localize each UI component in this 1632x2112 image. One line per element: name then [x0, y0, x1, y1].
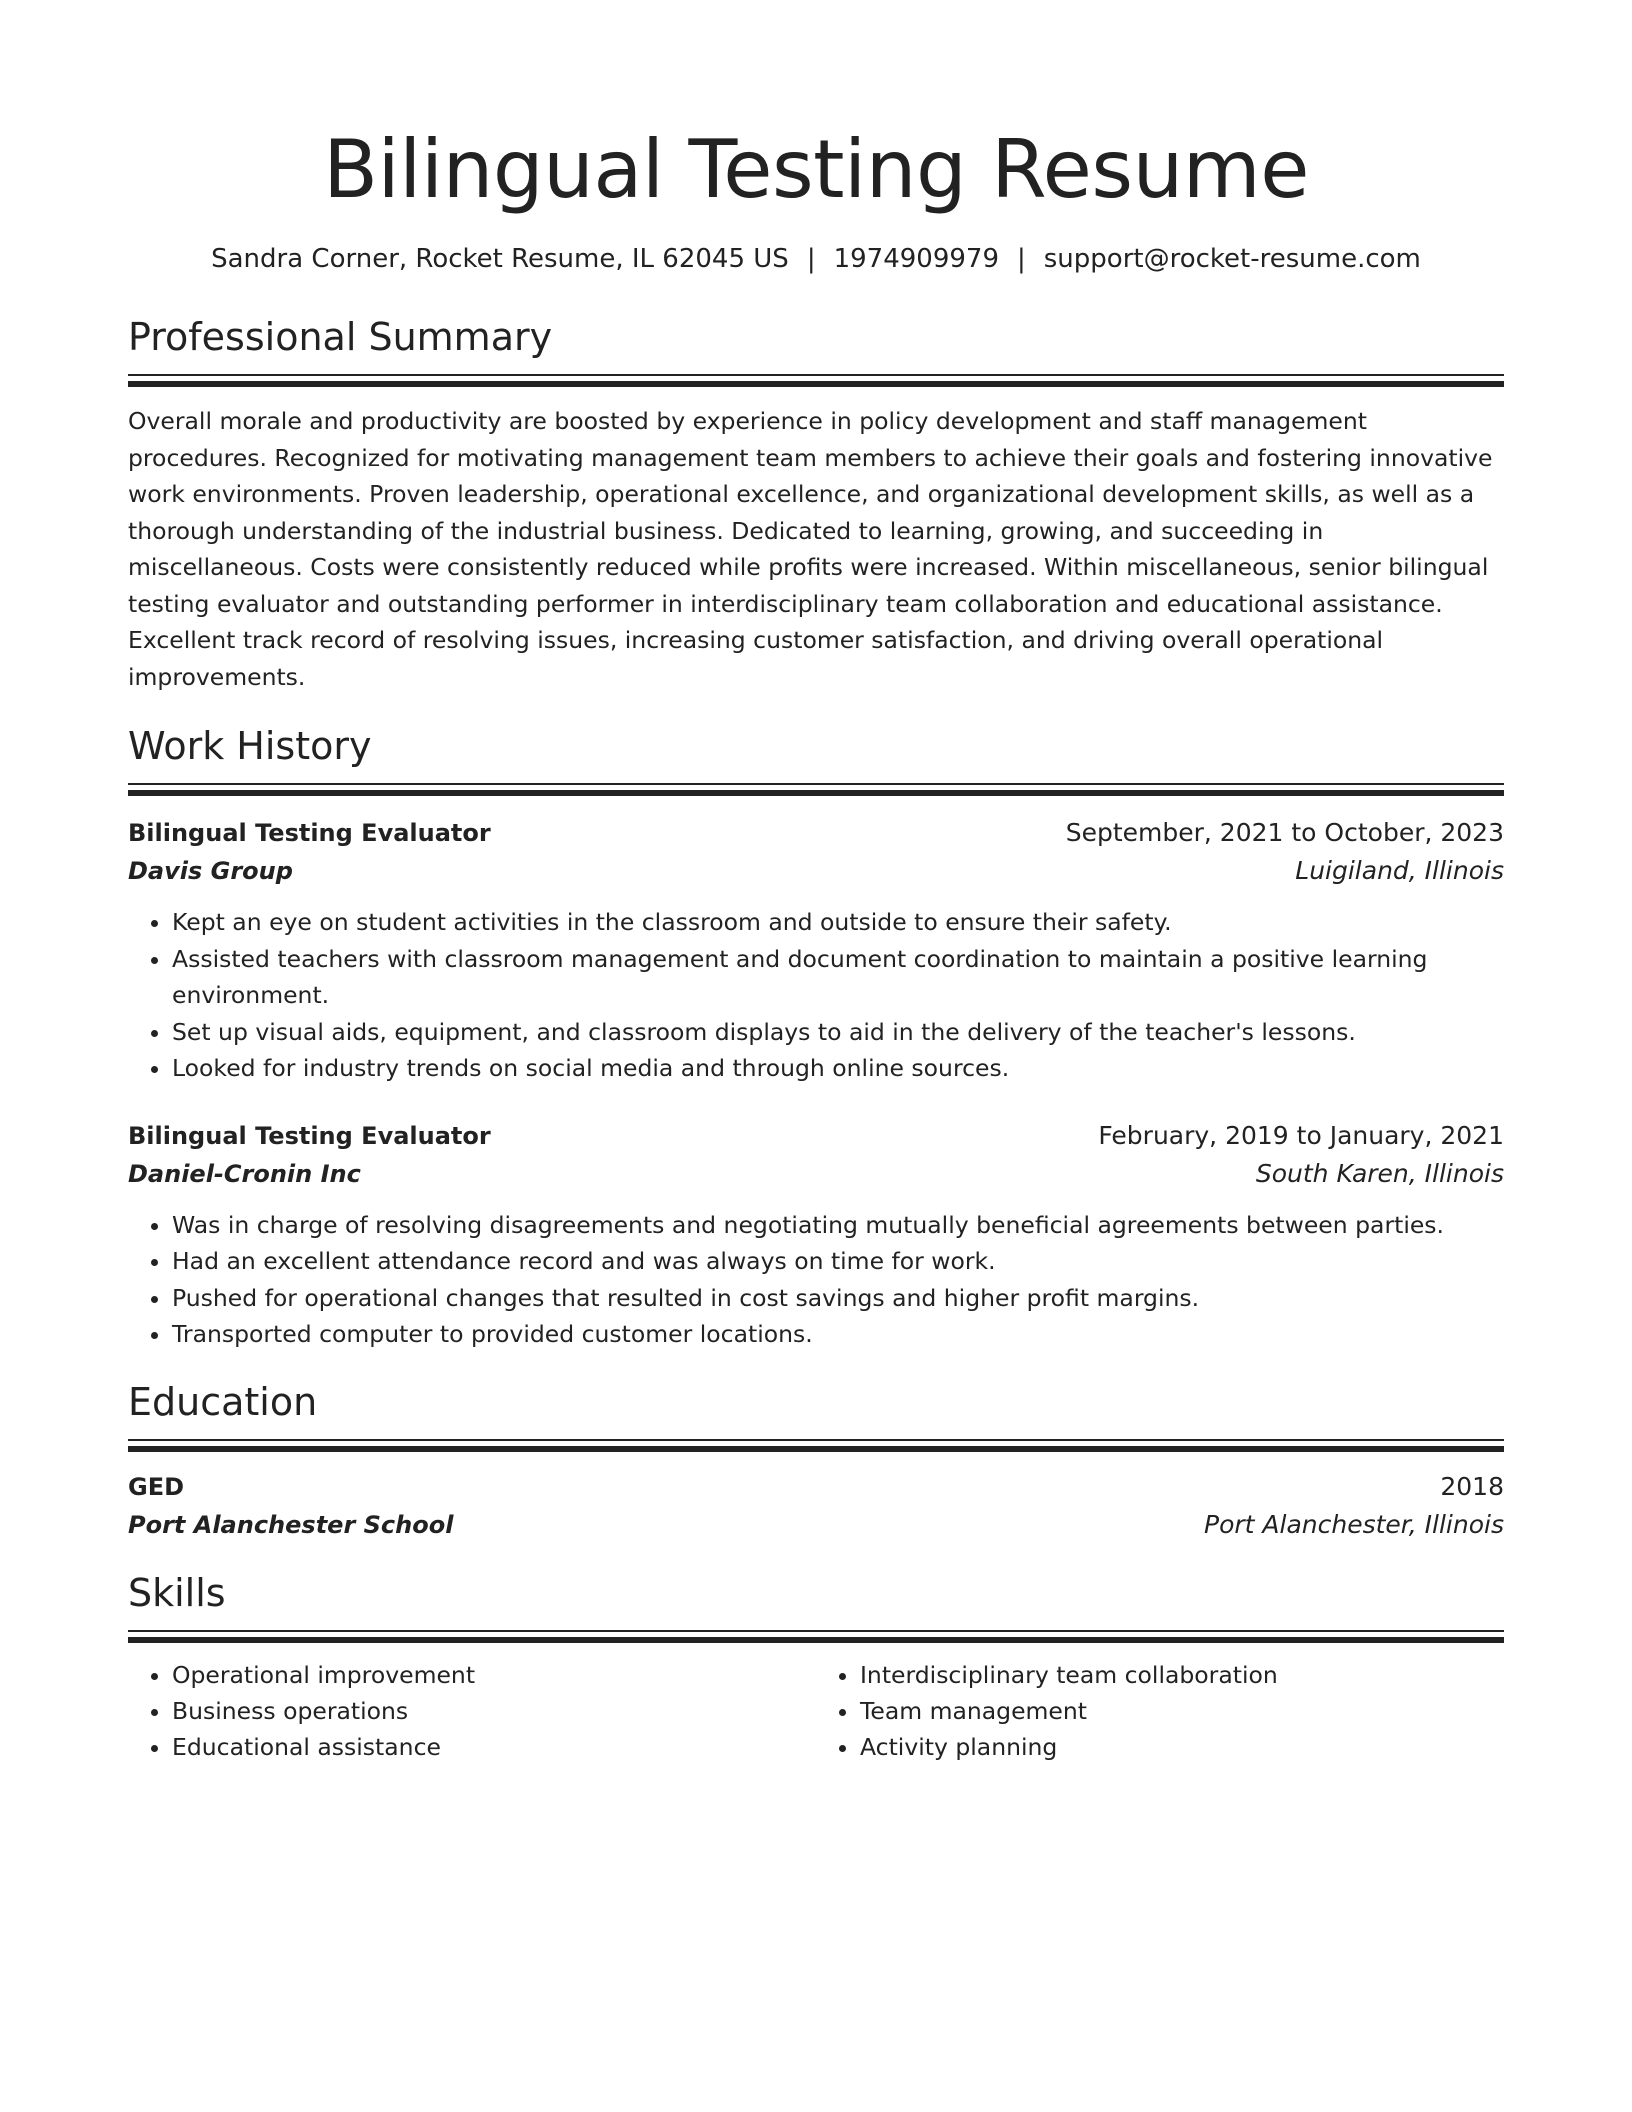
section-divider [128, 374, 1504, 376]
contact-separator: | [806, 244, 816, 274]
resume-title: Bilingual Testing Resume [323, 123, 1309, 216]
section-divider-thick [128, 1637, 1504, 1643]
education-school: Port Alanchester School [128, 1510, 454, 1539]
education-year: 2018 [1440, 1471, 1504, 1501]
job-company-row [128, 1155, 1504, 1193]
skills-columns [128, 1657, 1504, 1765]
skills-left-column [128, 1657, 816, 1765]
summary-section [128, 312, 1504, 695]
job-location: Luigiland, Illinois [1295, 856, 1504, 885]
job-header-row [128, 1117, 1504, 1155]
skill-item: • Interdisciplinary team collaboration [860, 1657, 1504, 1693]
job-bullet: • Was in charge of resolving disagreements and negotiating mutually beneficial agreements between parties. [172, 1207, 1504, 1244]
contact-separator: | [1017, 244, 1026, 274]
skills-heading: Skills [128, 1570, 226, 1615]
skill-item: • Operational improvement [172, 1657, 816, 1693]
section-divider-thick [128, 1446, 1504, 1452]
section-divider [128, 1630, 1504, 1632]
contact-phone: 1974909979 [833, 244, 999, 274]
education-header-row [128, 1468, 1504, 1506]
job-location: South Karen, Illinois [1255, 1158, 1504, 1188]
education-school-row [128, 1506, 1504, 1544]
section-divider [128, 783, 1504, 785]
job-bullet: • Assisted teachers with classroom management and document coordination to maintain a positive learning environment. [172, 941, 1504, 1014]
job-company-row [128, 852, 1504, 890]
job-company: Davis Group [128, 857, 293, 885]
contact-email: support@rocket-resume.com [1043, 244, 1421, 274]
education-entry [128, 1468, 1504, 1544]
job-header-row [128, 814, 1504, 852]
job-company: Daniel-Cronin Inc [128, 1159, 361, 1188]
skill-item: • Activity planning [860, 1729, 1504, 1765]
education-heading: Education [128, 1379, 318, 1424]
summary-heading: Professional Summary [128, 315, 553, 359]
education-degree: GED [128, 1472, 185, 1501]
section-divider [128, 1439, 1504, 1441]
job-entry [128, 814, 1504, 1087]
job-bullet: • Set up visual aids, equipment, and classroom displays to aid in the delivery of the teacher's lessons. [172, 1014, 1504, 1051]
education-section [128, 1377, 1504, 1544]
section-divider-thick [128, 790, 1504, 796]
job-bullets [128, 904, 1504, 1087]
job-title: Bilingual Testing Evaluator [128, 819, 491, 847]
work-history-section [128, 721, 1504, 1353]
summary-text: Overall morale and productivity are boosted by experience in policy development and staff management procedures. Recognized for motivating management team members to achieve their goals and fostering innovative work environments. Proven leadership, operational excellence, and organizational development skills, as well as a thorough understanding of the industrial business. Dedicated to learning, growing, and succeeding in miscellaneous. Costs were consistently reduced while profits were increased. Within miscellaneous, senior bilingual testing evaluator and outstanding performer in interdisciplinary team collaboration and educational assistance. Excellent track record of resolving issues, increasing customer satisfaction, and driving overall operational improvements. [128, 407, 1493, 691]
work-history-heading: Work History [128, 724, 372, 768]
job-entry [128, 1117, 1504, 1353]
job-bullet: • Looked for industry trends on social media and through online sources. [172, 1050, 1504, 1087]
job-bullet: • Pushed for operational changes that resulted in cost savings and higher profit margins. [172, 1280, 1504, 1317]
skills-section [128, 1568, 1504, 1765]
job-title: Bilingual Testing Evaluator [128, 1121, 491, 1150]
job-bullet: • Transported computer to provided customer locations. [172, 1316, 1504, 1353]
skill-item: • Team management [860, 1693, 1504, 1729]
job-dates: September, 2021 to October, 2023 [1065, 818, 1504, 847]
contact-line [128, 242, 1504, 276]
job-bullets [128, 1207, 1504, 1353]
section-divider-thick [128, 381, 1504, 387]
job-bullet: • Had an excellent attendance record and was always on time for work. [172, 1243, 1504, 1280]
skill-item: • Business operations [172, 1693, 816, 1729]
contact-address: Sandra Corner, Rocket Resume, IL 62045 US [211, 244, 789, 274]
job-bullet: • Kept an eye on student activities in the classroom and outside to ensure their safety. [172, 904, 1504, 941]
skills-right-column [816, 1657, 1504, 1765]
education-location: Port Alanchester, Illinois [1204, 1509, 1504, 1539]
skill-item: • Educational assistance [172, 1729, 816, 1765]
job-dates: February, 2019 to January, 2021 [1098, 1120, 1504, 1150]
